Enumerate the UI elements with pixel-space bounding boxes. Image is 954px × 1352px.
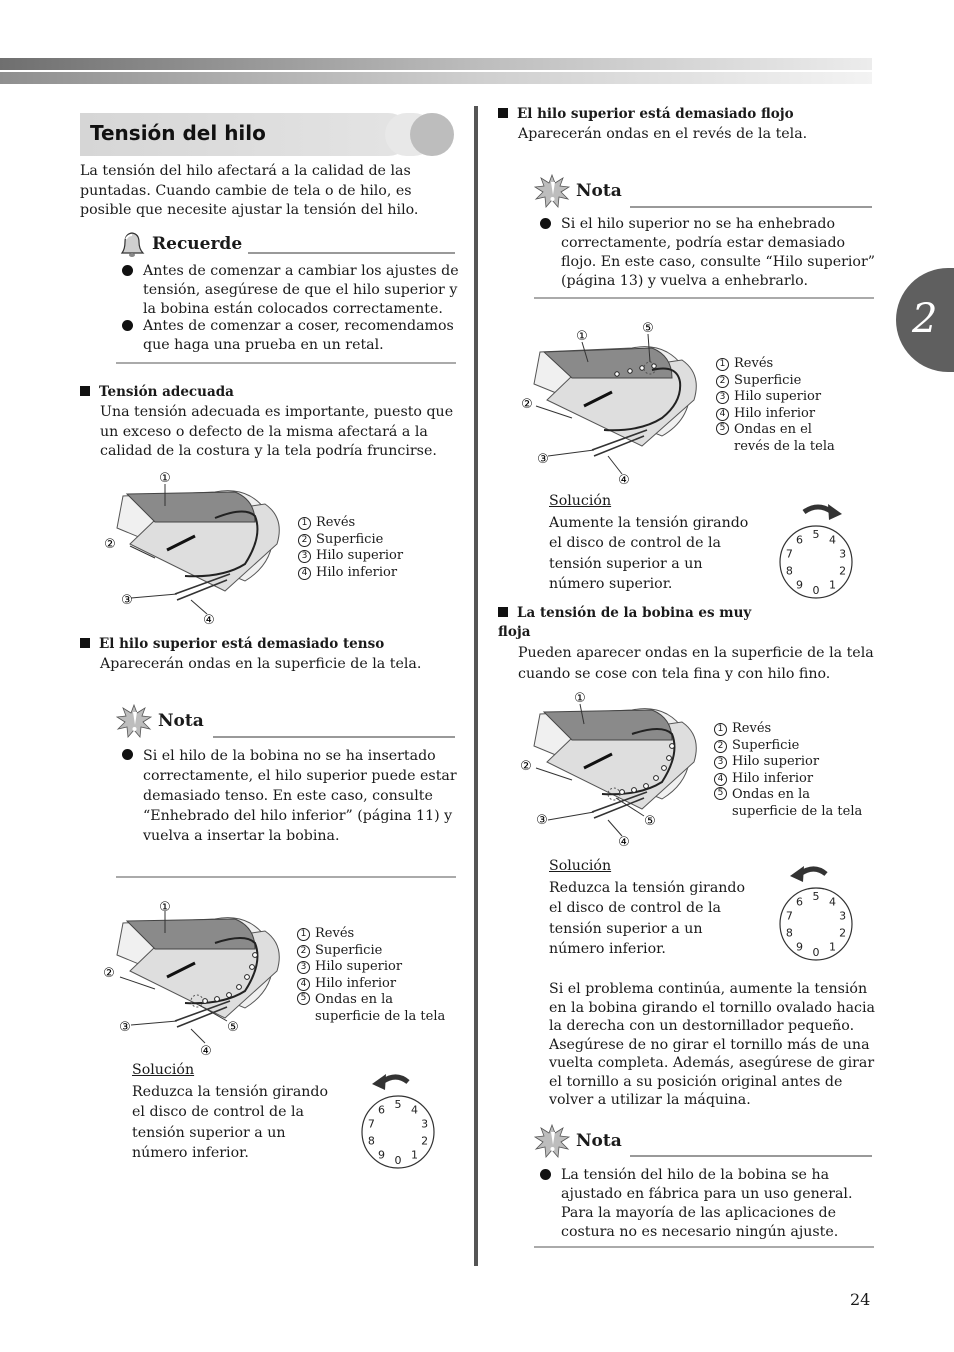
- dial-number: 7: [785, 547, 793, 561]
- tight-legend: 1 Revés 2 Superficie 3 Hilo superior 4 Hilo inferior 5 Ondas en la superficie de la tela: [297, 926, 457, 1026]
- dial-number: 0: [812, 946, 820, 959]
- dial-number: 1: [829, 578, 836, 592]
- callout-2: ②: [104, 537, 116, 552]
- dial-number: 6: [796, 895, 803, 909]
- dial-number: 7: [367, 1117, 375, 1131]
- correct-text: Una tensión adecuada es importante, puesto que un exceso o defecto de la misma afectará a la calidad de la costura y la tela podría fruncirse.: [100, 404, 454, 459]
- loose-heading: El hilo superior está demasiado flojo: [498, 105, 878, 124]
- correct-legend: 1 Revés 2 Superficie 3 Hilo superior 4 Hilo inferior: [298, 515, 403, 581]
- recuerde-bottom-rule: [116, 362, 456, 364]
- recuerde-title: Recuerde: [152, 234, 243, 254]
- tension-dial-decrease: [358, 1070, 438, 1174]
- dial-number: 2: [839, 564, 847, 578]
- dial-number: 9: [378, 1148, 385, 1162]
- dial-number: 6: [378, 1103, 385, 1117]
- tight-tension-diagram: [95, 893, 285, 1063]
- dial-number: 2: [421, 1134, 429, 1148]
- dial-number: 7: [785, 909, 793, 923]
- callout-4: ④: [618, 835, 630, 850]
- dial-number: 0: [812, 584, 820, 597]
- tension-dial-decrease: [776, 862, 858, 966]
- callout-4: ④: [618, 473, 630, 488]
- bell-icon: [116, 229, 146, 259]
- dial-number: 0: [394, 1154, 402, 1167]
- dial-number: 9: [796, 578, 803, 592]
- tight-solution-title: Solución: [132, 1062, 195, 1078]
- bobbin-text: Pueden aparecer ondas en la superficie de la tela cuando se cose con tela fina y con hilo fino.: [518, 645, 874, 682]
- correct-heading: Tensión adecuada: [80, 383, 460, 402]
- loose-nota-header: [534, 174, 622, 208]
- loose-legend: 1 Revés 2 Superficie 3 Hilo superior 4 Hilo inferior 5 Ondas en el revés de la tela: [716, 356, 876, 456]
- bobbin-solution-text: Reduzca la tensión girando el disco de control de la tensión superior a un número inferior.: [549, 880, 746, 957]
- loose-tension-diagram: [512, 318, 702, 490]
- dial-number: 5: [812, 528, 820, 541]
- bobbin-legend: 1 Revés 2 Superficie 3 Hilo superior 4 Hilo inferior 5 Ondas en la superficie de la tela: [714, 721, 874, 821]
- callout-2: ②: [103, 966, 115, 981]
- dial-number: 1: [829, 940, 836, 954]
- loose-solution-title: Solución: [549, 493, 612, 509]
- correct-tension-diagram: [95, 466, 285, 632]
- tension-dial-increase: [776, 500, 858, 604]
- dial-number: 3: [839, 909, 847, 923]
- tight-nota-header: [116, 704, 204, 738]
- dial-number: 2: [839, 926, 847, 940]
- callout-5: ⑤: [227, 1020, 239, 1035]
- bobbin-tension-diagram: [512, 684, 702, 856]
- dial-number: 5: [394, 1098, 402, 1111]
- dial-number: 4: [829, 533, 836, 547]
- tight-nota-title: Nota: [158, 711, 204, 731]
- header-bar-top: [0, 58, 872, 70]
- loose-text: Aparecerán ondas en el revés de la tela.: [518, 126, 808, 142]
- callout-1: ①: [574, 691, 586, 706]
- header-bar-bottom: [0, 72, 872, 84]
- callout-3: ③: [536, 813, 548, 828]
- dial-number: 1: [411, 1148, 418, 1162]
- tight-nota-bottom-rule: [116, 876, 456, 878]
- callout-3: ③: [537, 452, 549, 467]
- column-divider: [474, 106, 478, 1266]
- bobbin-heading: La tensión de la bobina es muy floja: [498, 605, 752, 640]
- callout-1: ①: [576, 329, 588, 344]
- callout-2: ②: [521, 397, 533, 412]
- tight-heading: El hilo superior está demasiado tenso: [80, 635, 470, 654]
- chapter-number: 2: [912, 296, 938, 342]
- loose-nota-bottom-rule: [534, 297, 874, 299]
- section-title: Tensión del hilo: [90, 121, 266, 145]
- dial-number: 8: [367, 1134, 375, 1148]
- loose-solution-text: Aumente la tensión girando el disco de control de la tensión superior a un número superior.: [549, 515, 749, 592]
- dial-number: 8: [785, 564, 793, 578]
- dial-number: 4: [411, 1103, 418, 1117]
- exclamation-burst-icon: [534, 1124, 570, 1158]
- callout-2: ②: [520, 759, 532, 774]
- exclamation-burst-icon: [534, 174, 570, 208]
- dial-number: 3: [421, 1117, 429, 1131]
- callout-1: ①: [159, 471, 171, 486]
- callout-5: ⑤: [642, 321, 654, 336]
- bobbin-nota-header: [534, 1124, 622, 1158]
- callout-3: ③: [119, 1020, 131, 1035]
- dial-number: 3: [839, 547, 847, 561]
- callout-4: ④: [203, 613, 215, 628]
- dial-number: 8: [785, 926, 793, 940]
- intro-text: La tensión del hilo afectará a la calidad de las puntadas. Cuando cambie de tela o de hilo, es posible que necesite ajustar la tensión del hilo.: [80, 163, 419, 218]
- page-number: 24: [850, 1290, 871, 1309]
- exclamation-burst-icon: [116, 704, 152, 738]
- dial-number: 6: [796, 533, 803, 547]
- loose-nota-title: Nota: [576, 181, 622, 201]
- dial-number: 9: [796, 940, 803, 954]
- callout-1: ①: [159, 900, 171, 915]
- dial-number: 5: [812, 890, 820, 903]
- tight-text: Aparecerán ondas en la superficie de la tela.: [100, 656, 422, 672]
- callout-5: ⑤: [644, 814, 656, 829]
- dial-number: 4: [829, 895, 836, 909]
- callout-4: ④: [200, 1044, 212, 1059]
- bobbin-nota-title: Nota: [576, 1131, 622, 1151]
- section-title-box: [80, 113, 454, 156]
- callout-3: ③: [121, 593, 133, 608]
- recuerde-header: [116, 227, 242, 261]
- bobbin-solution-title: Solución: [549, 858, 612, 874]
- bobbin-extra-text: Si el problema continúa, aumente la tensión en la bobina girando el tornillo ovalado hacia la derecha con un destornillador pequeño. Asegúrese de no girar el tornillo más de una vuelta completa. Además, asegúrese de girar el tornillo a su posición original antes de volver a utilizar la máquina.: [549, 981, 875, 1108]
- bobbin-nota-bottom-rule: [534, 1246, 874, 1248]
- tight-solution-text: Reduzca la tensión girando el disco de control de la tensión superior a un número inferior.: [132, 1084, 329, 1161]
